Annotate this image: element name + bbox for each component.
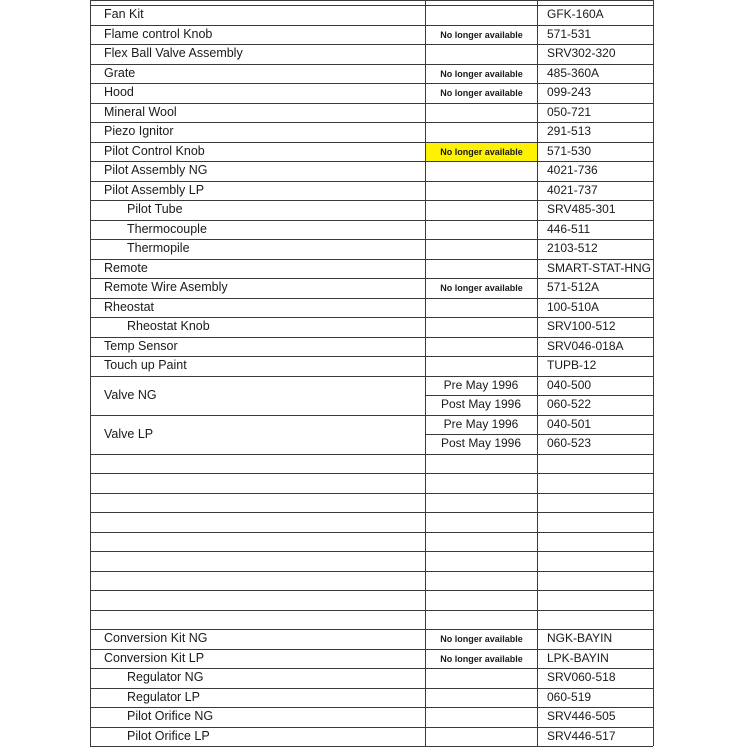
part-name: Thermocouple (127, 221, 207, 236)
row-divider (90, 610, 653, 611)
column-divider (537, 0, 538, 746)
revision-date: Post May 1996 (440, 397, 522, 411)
row-divider (90, 142, 653, 143)
part-number: 571-530 (547, 143, 592, 158)
availability-note: No longer available (440, 29, 523, 40)
part-name: Grate (104, 65, 136, 80)
row-divider (90, 5, 653, 6)
row-divider (90, 278, 653, 279)
row-divider (90, 629, 653, 630)
row-divider (90, 239, 653, 240)
part-name: Conversion Kit NG (104, 631, 208, 645)
part-number: 2103-512 (547, 241, 598, 255)
part-number: 485-360A (547, 65, 600, 80)
row-divider (90, 707, 653, 708)
row-divider (90, 493, 653, 494)
row-divider (90, 571, 653, 572)
row-divider (90, 454, 653, 455)
row-divider (90, 649, 653, 650)
part-number: 571-531 (547, 26, 592, 41)
part-name: Pilot Control Knob (104, 143, 205, 158)
part-number: 060-523 (547, 436, 592, 450)
availability-note: No longer available (440, 283, 523, 293)
availability-note: No longer available (426, 143, 537, 162)
part-name: Conversion Kit LP (104, 650, 205, 665)
row-divider (90, 103, 653, 104)
row-divider (90, 512, 653, 513)
row-divider (90, 25, 653, 26)
row-divider (90, 44, 653, 45)
part-name: Pilot Assembly LP (104, 182, 205, 197)
row-divider (90, 337, 653, 338)
availability-note: No longer available (440, 88, 523, 98)
part-number: 099-243 (547, 85, 592, 99)
column-divider (90, 0, 91, 746)
revision-date: Pre May 1996 (443, 416, 519, 431)
revision-date: Post May 1996 (440, 436, 522, 450)
part-name: Valve NG (104, 387, 157, 402)
part-name: Rheostat Knob (127, 319, 210, 333)
part-name: Flex Ball Valve Assembly (104, 46, 243, 60)
row-divider (90, 83, 653, 84)
part-number: SMART-STAT-HNG (547, 260, 651, 275)
part-name: Regulator NG (127, 670, 204, 684)
row-divider (90, 727, 653, 728)
part-name: Hood (104, 85, 134, 99)
row-divider (90, 161, 653, 162)
row-divider (90, 590, 653, 591)
row-divider (90, 473, 653, 474)
part-name: Remote Wire Asembly (104, 280, 228, 294)
part-name: Thermopile (127, 241, 190, 255)
part-number: SRV446-517 (547, 728, 616, 743)
row-divider (90, 668, 653, 669)
part-number: 446-511 (547, 221, 591, 236)
availability-note: No longer available (440, 68, 523, 79)
part-name: Flame control Knob (104, 26, 213, 41)
part-number: 291-513 (547, 124, 592, 138)
part-name: Mineral Wool (104, 104, 177, 119)
row-divider (90, 181, 653, 182)
row-divider (90, 317, 653, 318)
part-number: LPK-BAYIN (547, 650, 609, 665)
part-number: 571-512A (547, 280, 600, 294)
part-number: TUPB-12 (547, 358, 597, 372)
part-name: Rheostat (104, 299, 155, 314)
row-divider (90, 688, 653, 689)
row-divider (90, 532, 653, 533)
part-number: NGK-BAYIN (547, 631, 613, 645)
part-number: 4021-737 (547, 182, 598, 197)
part-number: SRV060-518 (547, 670, 616, 684)
part-number: 040-500 (547, 377, 592, 392)
part-name: Pilot Tube (127, 202, 183, 216)
part-name: Remote (104, 260, 148, 275)
availability-note: No longer available (440, 653, 523, 664)
row-divider (90, 200, 653, 201)
part-name: Piezo Ignitor (104, 124, 174, 138)
row-divider (90, 356, 653, 357)
part-number: SRV100-512 (547, 319, 616, 333)
column-divider (425, 0, 426, 746)
row-divider (90, 376, 653, 377)
row-divider (90, 746, 653, 747)
part-number: 060-519 (547, 689, 592, 704)
row-divider (90, 298, 653, 299)
part-number: 100-510A (547, 299, 600, 314)
part-name: Fan Kit (104, 7, 144, 21)
part-number: 050-721 (547, 104, 592, 119)
row-divider (90, 415, 653, 416)
part-number: 040-501 (547, 416, 592, 431)
availability-note: No longer available (440, 634, 523, 644)
part-number: 4021-736 (547, 163, 598, 177)
part-name: Temp Sensor (104, 338, 178, 353)
part-number: SRV485-301 (547, 202, 616, 216)
revision-date: Pre May 1996 (443, 377, 519, 392)
part-name: Pilot Orifice LP (127, 728, 210, 743)
part-number: SRV446-505 (547, 709, 616, 723)
part-number: 060-522 (547, 397, 592, 411)
part-number: GFK-160A (547, 7, 604, 21)
row-divider (90, 551, 653, 552)
row-divider (90, 220, 653, 221)
row-divider (90, 259, 653, 260)
column-divider (653, 0, 654, 746)
part-number: SRV046-018A (547, 338, 624, 353)
part-name: Pilot Assembly NG (104, 163, 208, 177)
row-divider (90, 64, 653, 65)
part-name: Valve LP (104, 426, 154, 441)
part-name: Pilot Orifice NG (127, 709, 214, 723)
part-number: SRV302-320 (547, 46, 616, 60)
row-divider (90, 122, 653, 123)
part-name: Regulator LP (127, 689, 200, 704)
part-name: Touch up Paint (104, 358, 187, 372)
row-divider (90, 0, 653, 1)
